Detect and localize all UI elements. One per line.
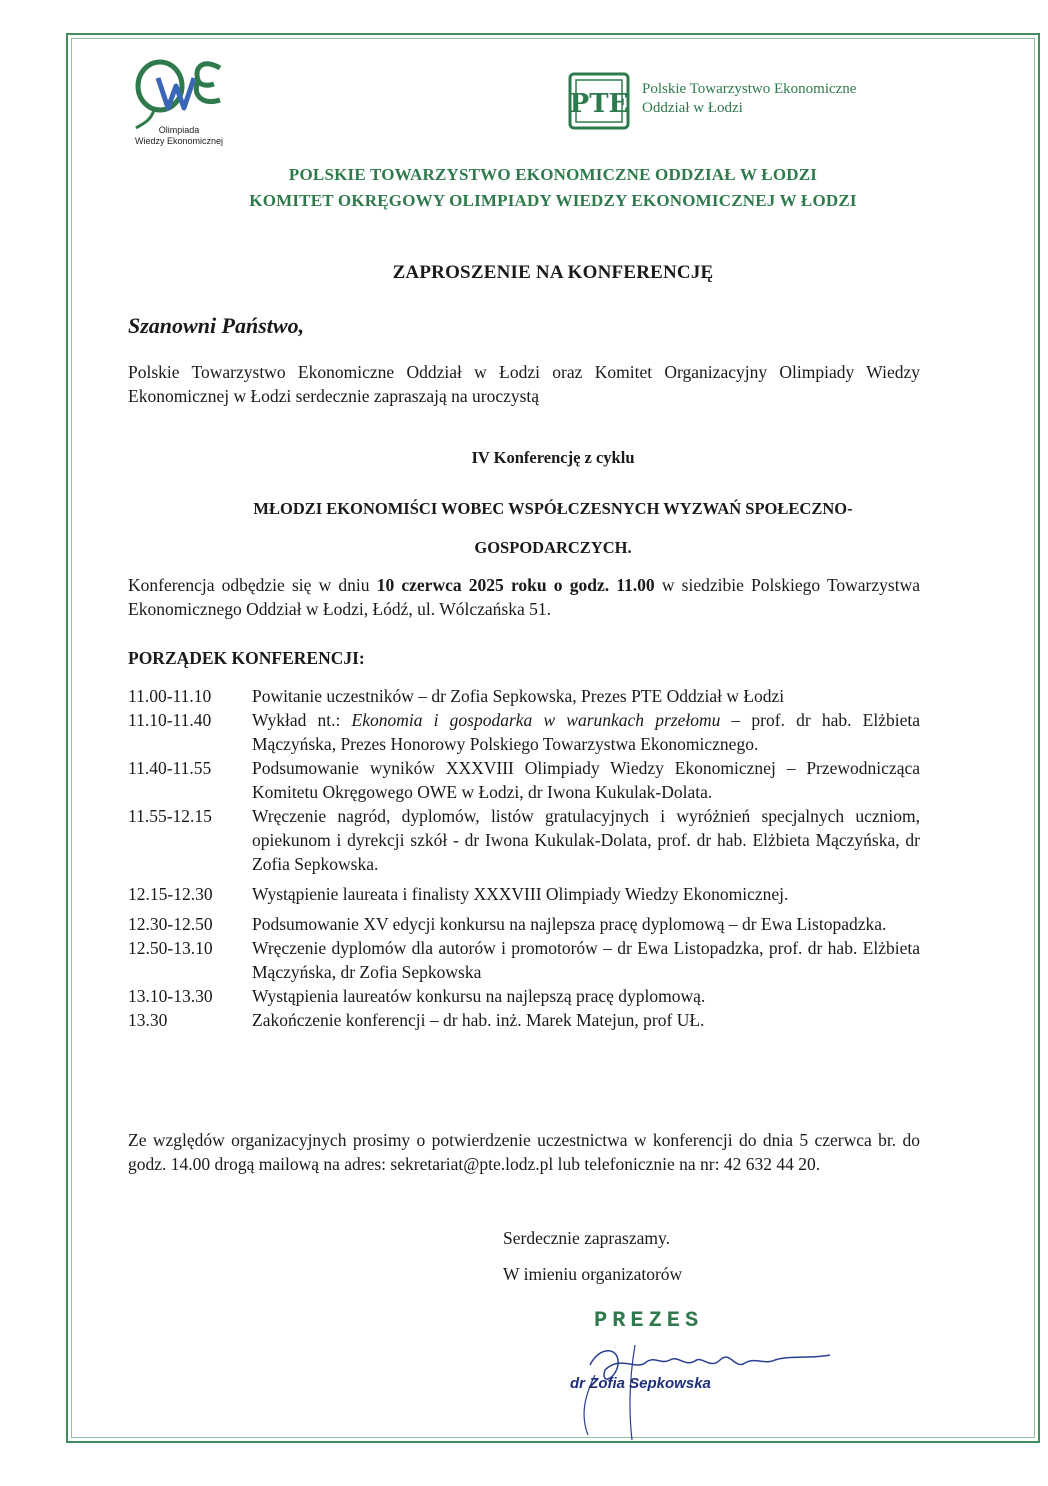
agenda-item [128,936,920,984]
details-paragraph [128,573,920,621]
lecture-title: Ekonomia i gospodarka w warunkach przełomu [351,710,721,730]
agenda-list [128,684,920,1032]
agenda-desc: Powitanie uczestników – dr Zofia Sepkowska, Prezes PTE Oddział w Łodzi [252,686,785,706]
pte-name [642,80,856,118]
agenda-desc: Wystąpienia laureatów konkursu na najlepszą pracę dyplomową. [252,986,706,1006]
agenda-time: 13.30 [128,1010,168,1030]
agenda-desc-prefix: Wykład nt.: [252,710,352,730]
agenda-desc: Wręczenie dyplomów dla autorów i promotorów – dr Ewa Listopadzka, prof. dr hab. Elżbieta Mączyńska, dr Zofia Sepkowska [252,938,920,982]
agenda-item [128,756,920,804]
document-title: ZAPROSZENIE NA KONFERENCJĘ [392,262,714,283]
agenda-desc: Wręczenie nagród, dyplomów, listów gratulacyjnych i wyróżnień specjalnych uczniom, opiekunom i dyrekcji szkół - dr Iwona Kukulak-Dolata, prof. dr hab. Elżbieta Mączyńska, dr Zofia Sepkowska. [252,806,920,874]
agenda-item [128,804,920,876]
intro-paragraph: Polskie Towarzystwo Ekonomiczne Oddział w Łodzi oraz Komitet Organizacyjny Olimpiady Wiedzy Ekonomicznej w Łodzi serdecznie zapraszają na uroczystą [128,362,920,406]
owe-caption-line2: Wiedzy Ekonomicznej [134,136,224,146]
details-prefix: Konferencja odbędzie się w dniu [128,575,377,595]
agenda-desc: Wystąpienie laureata i finalisty XXXVIII Olimpiady Wiedzy Ekonomicznej. [252,884,789,904]
agenda-desc [252,708,920,756]
agenda-desc-suffix: – prof. dr hab. Elżbieta Mączyńska, Prezes Honorowy Polskiego Towarzystwa Ekonomicznego. [252,710,920,754]
org-title-line2: KOMITET OKRĘGOWY OLIMPIADY WIEDZY EKONOMICZNEJ W ŁODZI [249,191,857,210]
rsvp-paragraph: Ze względów organizacyjnych prosimy o potwierdzenie uczestnictwa w konferencji do dnia 5 czerwca br. do godz. 14.00 drogą mailową na adres: sekretariat@pte.lodz.pl lub telefonicznie na nr: 42 632 44 20. [128,1130,920,1174]
owe-caption [124,125,234,147]
closing-line2: W imieniu organizatorów [503,1264,683,1284]
stamp-name: dr Zofia Sepkowska [570,1375,711,1392]
agenda-item [128,882,920,906]
pte-logo [568,72,630,130]
agenda-item [128,684,920,708]
agenda-desc: Zakończenie konferencji – dr hab. inż. Marek Matejun, prof UŁ. [252,1010,705,1030]
agenda-item [128,912,920,936]
conference-title-line1: MŁODZI EKONOMIŚCI WOBEC WSPÓŁCZESNYCH WYZWAŃ SPOŁECZNO- [253,499,853,518]
details-datetime: 10 czerwca 2025 roku o godz. 11.00 [376,575,655,595]
agenda-time: 11.10-11.40 [128,710,212,730]
pte-name-line1: Polskie Towarzystwo Ekonomiczne [642,81,857,97]
agenda-heading: PORZĄDEK KONFERENCJI: [128,648,365,668]
agenda-time: 11.55-12.15 [128,806,212,826]
conference-title-line2: GOSPODARCZYCH. [474,538,632,557]
agenda-time: 12.30-12.50 [128,914,213,934]
agenda-desc: Podsumowanie XV edycji konkursu na najlepsza pracę dyplomową – dr Ewa Listopadzka. [252,914,887,934]
conference-line: IV Konferencję z cyklu [471,448,635,467]
owe-caption-line1: Olimpiada [158,125,200,135]
salutation: Szanowni Państwo, [128,313,305,338]
agenda-item [128,1008,920,1032]
agenda-time: 11.40-11.55 [128,758,212,778]
details-suffix: w siedzibie Polskiego Towarzystwa Ekonomicznego Oddział w Łodzi, Łódź, ul. Wólczańska 51. [128,575,920,619]
org-title-line1: POLSKIE TOWARZYSTWO EKONOMICZNE ODDZIAŁ W ŁODZI [288,165,818,184]
closing-line1: Serdecznie zapraszamy. [503,1228,670,1248]
agenda-time: 13.10-13.30 [128,986,213,1006]
pte-name-line2: Oddział w Łodzi [642,100,743,116]
agenda-time: 12.50-13.10 [128,938,213,958]
agenda-time: 11.00-11.10 [128,686,212,706]
stamp-role: PREZES [594,1308,704,1333]
agenda-item [128,708,920,756]
agenda-desc: Podsumowanie wyników XXXVIII Olimpiady Wiedzy Ekonomicznej – Przewodnicząca Komitetu Okręgowego OWE w Łodzi, dr Iwona Kukulak-Dolata. [252,758,920,802]
agenda-time: 12.15-12.30 [128,884,213,904]
agenda-item [128,984,920,1008]
svg-text:PTE: PTE [569,89,629,119]
